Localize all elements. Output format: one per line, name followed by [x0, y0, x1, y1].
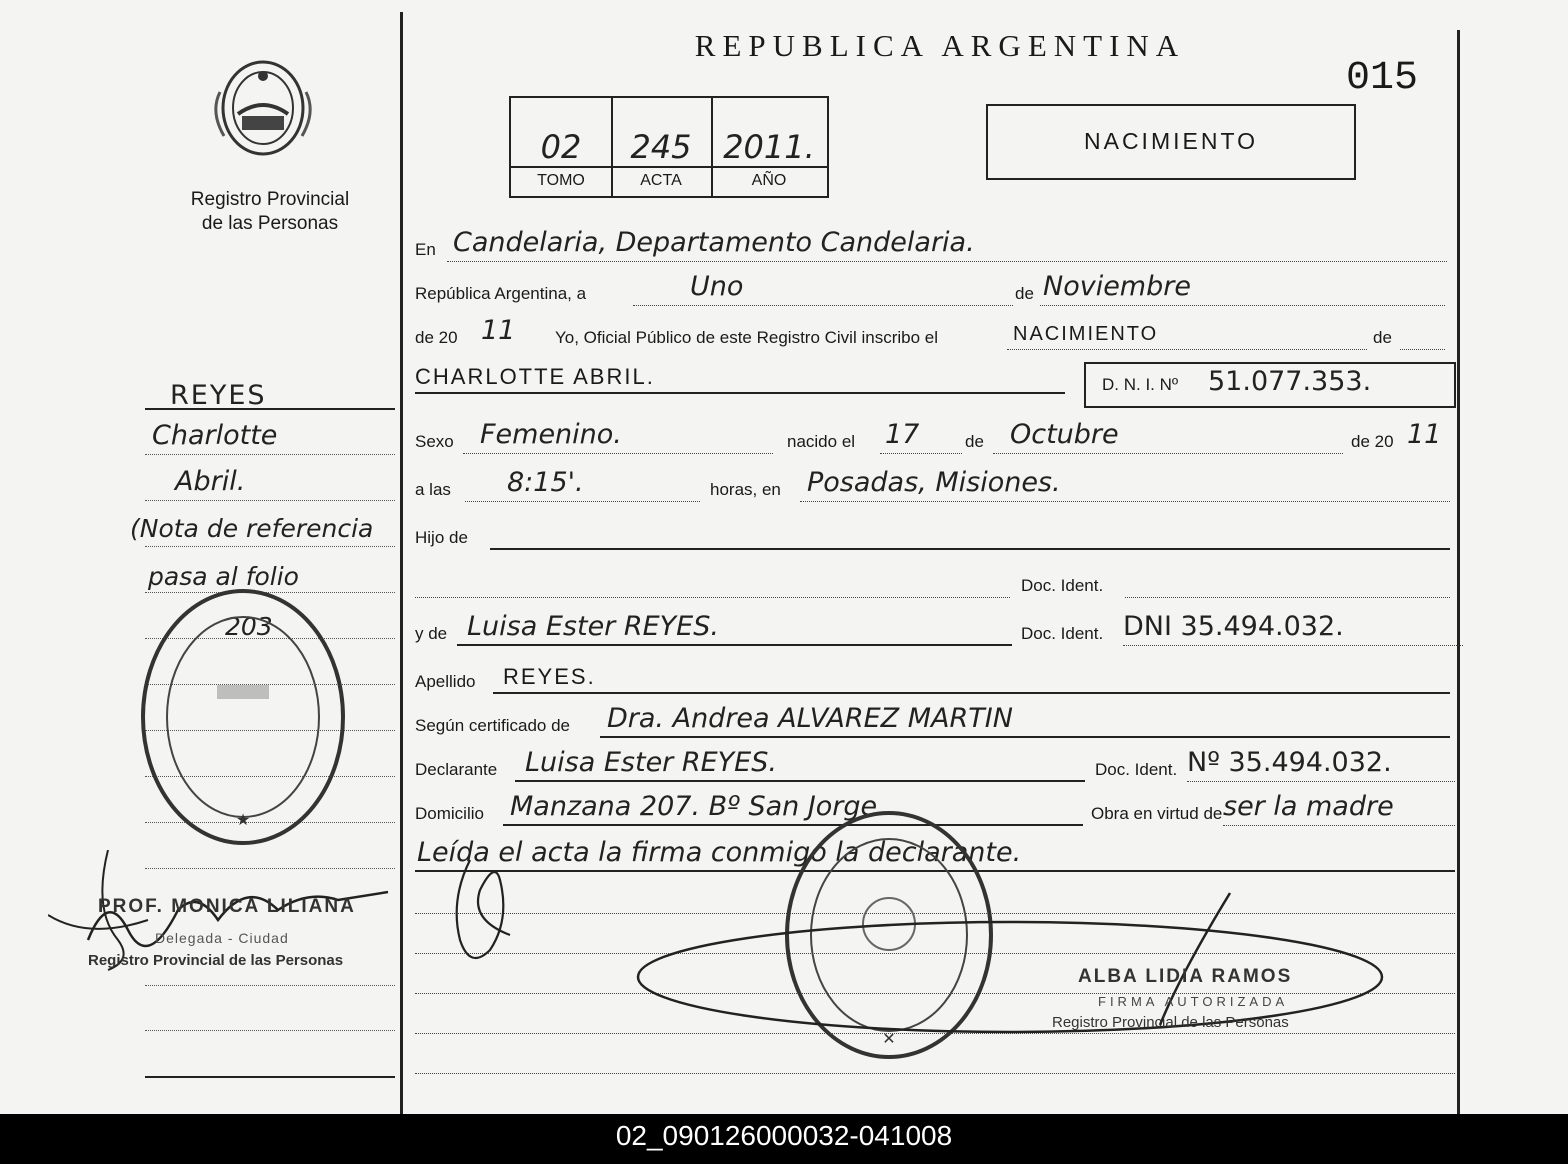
month-line [1040, 305, 1445, 306]
margin-note-folio: 203 [225, 612, 273, 641]
margin-surname: REYES [170, 380, 267, 411]
birth-day-line [880, 453, 962, 454]
official-role: FIRMA AUTORIZADA [1098, 994, 1289, 1009]
surname-value: REYES. [503, 664, 596, 689]
margin-line [145, 985, 395, 986]
ref-cell-tomo [511, 98, 613, 196]
row-declarant [415, 748, 1455, 788]
father-label: Hijo de [415, 528, 468, 547]
address-value: Manzana 207. Bº San Jorge. [510, 791, 886, 822]
place-value: Candelaria, Departamento Candelaria. [453, 227, 975, 258]
folio-number: 015 [1346, 56, 1419, 101]
row-date [415, 272, 1455, 312]
declarant-name: Luisa Ester REYES. [525, 747, 777, 778]
month-prefix: de [1015, 284, 1034, 303]
mother-name: Luisa Ester REYES. [467, 611, 719, 642]
ref-cell-ano [711, 98, 827, 196]
place-label: En [415, 240, 436, 259]
right-border-line [1457, 30, 1460, 1114]
born-label: nacido el [787, 432, 856, 451]
record-type-inline: NACIMIENTO [1013, 323, 1159, 345]
mother-label: y de [415, 624, 448, 643]
declarant-line [515, 780, 1085, 782]
margin-line [145, 1030, 395, 1031]
margin-middle-name: Abril. [175, 466, 246, 497]
reference-table [509, 96, 829, 198]
birth-day: 17 [885, 419, 920, 450]
notary-office: Registro Provincial de las Personas [88, 952, 344, 969]
address-label: Domicilio [415, 804, 484, 823]
sex-value: Femenino. [480, 419, 622, 450]
row-father [415, 516, 1455, 556]
margin-line [145, 500, 395, 501]
row-surname [415, 660, 1455, 700]
declarant-doc-line [1187, 781, 1455, 782]
closing-text: Leída el acta la firma conmigo la declarante. [417, 837, 1022, 868]
birth-place-line [800, 501, 1450, 502]
certificate-line [600, 736, 1450, 738]
basis-value: ser la madre [1223, 791, 1394, 822]
row-year [415, 316, 1455, 356]
tomo-value: 02 [540, 128, 582, 166]
time-value: 8:15'. [507, 467, 584, 498]
of-line [1400, 349, 1445, 350]
mother-line [457, 644, 1012, 646]
row-place [415, 228, 1455, 268]
birth-year: 11 [1407, 419, 1442, 450]
child-line [415, 392, 1065, 394]
ref-cell-acta [611, 98, 713, 196]
certificate-value: Dra. Andrea ALVAREZ MARTIN [607, 703, 1013, 734]
document-code: 02_090126000032-041008 [615, 1120, 953, 1151]
declarant-doc: Nº 35.494.032. [1187, 747, 1392, 778]
date-label: República Argentina, a [415, 284, 587, 303]
official-office: Registro Provincial de las Personas [1052, 1014, 1289, 1031]
surname-line [493, 692, 1450, 694]
place-line [447, 261, 1447, 262]
year-label: AÑO [711, 166, 827, 196]
year-value-short: 11 [481, 315, 516, 346]
notary-name: PROF. MONICA LILIANA [98, 896, 356, 917]
birth-year-prefix: de 20 [1351, 432, 1394, 451]
svg-text:✕: ✕ [882, 1031, 896, 1048]
empty-line [415, 1073, 1455, 1074]
row-certificate [415, 704, 1455, 744]
row-sex [415, 420, 1455, 460]
basis-line [1223, 825, 1455, 826]
declarant-signature-icon [430, 840, 540, 980]
margin-line [145, 1076, 395, 1078]
registry-name-line1: Registro Provincial [190, 189, 350, 210]
mother-doc: DNI 35.494.032. [1123, 611, 1344, 642]
notary-role: Delegada - Ciudad [155, 930, 289, 946]
birth-month: Octubre [1010, 419, 1119, 450]
sex-line [463, 453, 773, 454]
record-type-box [986, 104, 1356, 180]
declarant-doc-label: Doc. Ident. [1095, 760, 1178, 779]
official-name: ALBA LIDIA RAMOS [1078, 966, 1293, 987]
margin-line [145, 454, 395, 455]
country-title: REPUBLICA ARGENTINA [694, 28, 1186, 63]
day-line [633, 305, 1013, 306]
of-label: de [1373, 328, 1392, 347]
day-value: Uno [690, 271, 744, 302]
margin-note-line1: (Nota de referencia [130, 514, 374, 543]
registrar-statement: Yo, Oficial Público de este Registro Civil inscribo el [555, 328, 938, 347]
provincial-seal-icon [206, 52, 320, 162]
father-doc-line [1125, 597, 1450, 598]
declarant-label: Declarante [415, 760, 498, 779]
year-prefix: de 20 [415, 328, 458, 347]
year-value: 2011. [723, 128, 815, 166]
row-time [415, 468, 1455, 508]
surname-label: Apellido [415, 672, 476, 691]
hours-label: horas, en [710, 480, 781, 499]
birth-of-label: de [965, 432, 984, 451]
mother-doc-line [1123, 645, 1463, 646]
time-label: a las [415, 480, 451, 499]
certificate-label: Según certificado de [415, 716, 570, 735]
father-name-line [415, 597, 1010, 598]
row-mother [415, 612, 1455, 652]
acta-value: 245 [630, 128, 692, 166]
child-name: CHARLOTTE ABRIL. [415, 364, 655, 389]
sex-label: Sexo [415, 432, 454, 451]
dni-label: D. N. I. Nº [1102, 375, 1179, 394]
margin-note-line2: pasa al folio [148, 562, 299, 591]
birth-place: Posadas, Misiones. [807, 467, 1061, 498]
acta-label: ACTA [611, 166, 711, 196]
row-father-doc [415, 564, 1455, 604]
month-value: Noviembre [1043, 271, 1191, 302]
registry-name-line2: de las Personas [201, 213, 339, 234]
basis-label: Obra en virtud de [1091, 804, 1223, 823]
record-type: NACIMIENTO [1084, 128, 1258, 154]
time-line [465, 501, 700, 502]
dni-box [1084, 362, 1456, 408]
tomo-label: TOMO [511, 166, 611, 196]
mother-doc-label: Doc. Ident. [1021, 624, 1104, 643]
dni-value: 51.077.353. [1208, 366, 1372, 397]
registry-name [150, 188, 390, 236]
record-type-line [1007, 349, 1367, 350]
margin-line [145, 546, 395, 547]
father-doc-label: Doc. Ident. [1021, 576, 1104, 595]
svg-text:★: ★ [235, 812, 251, 829]
registry-stamp-icon [137, 585, 349, 850]
margin-first-name: Charlotte [152, 420, 278, 451]
birth-month-line [993, 453, 1343, 454]
father-line [490, 548, 1450, 550]
